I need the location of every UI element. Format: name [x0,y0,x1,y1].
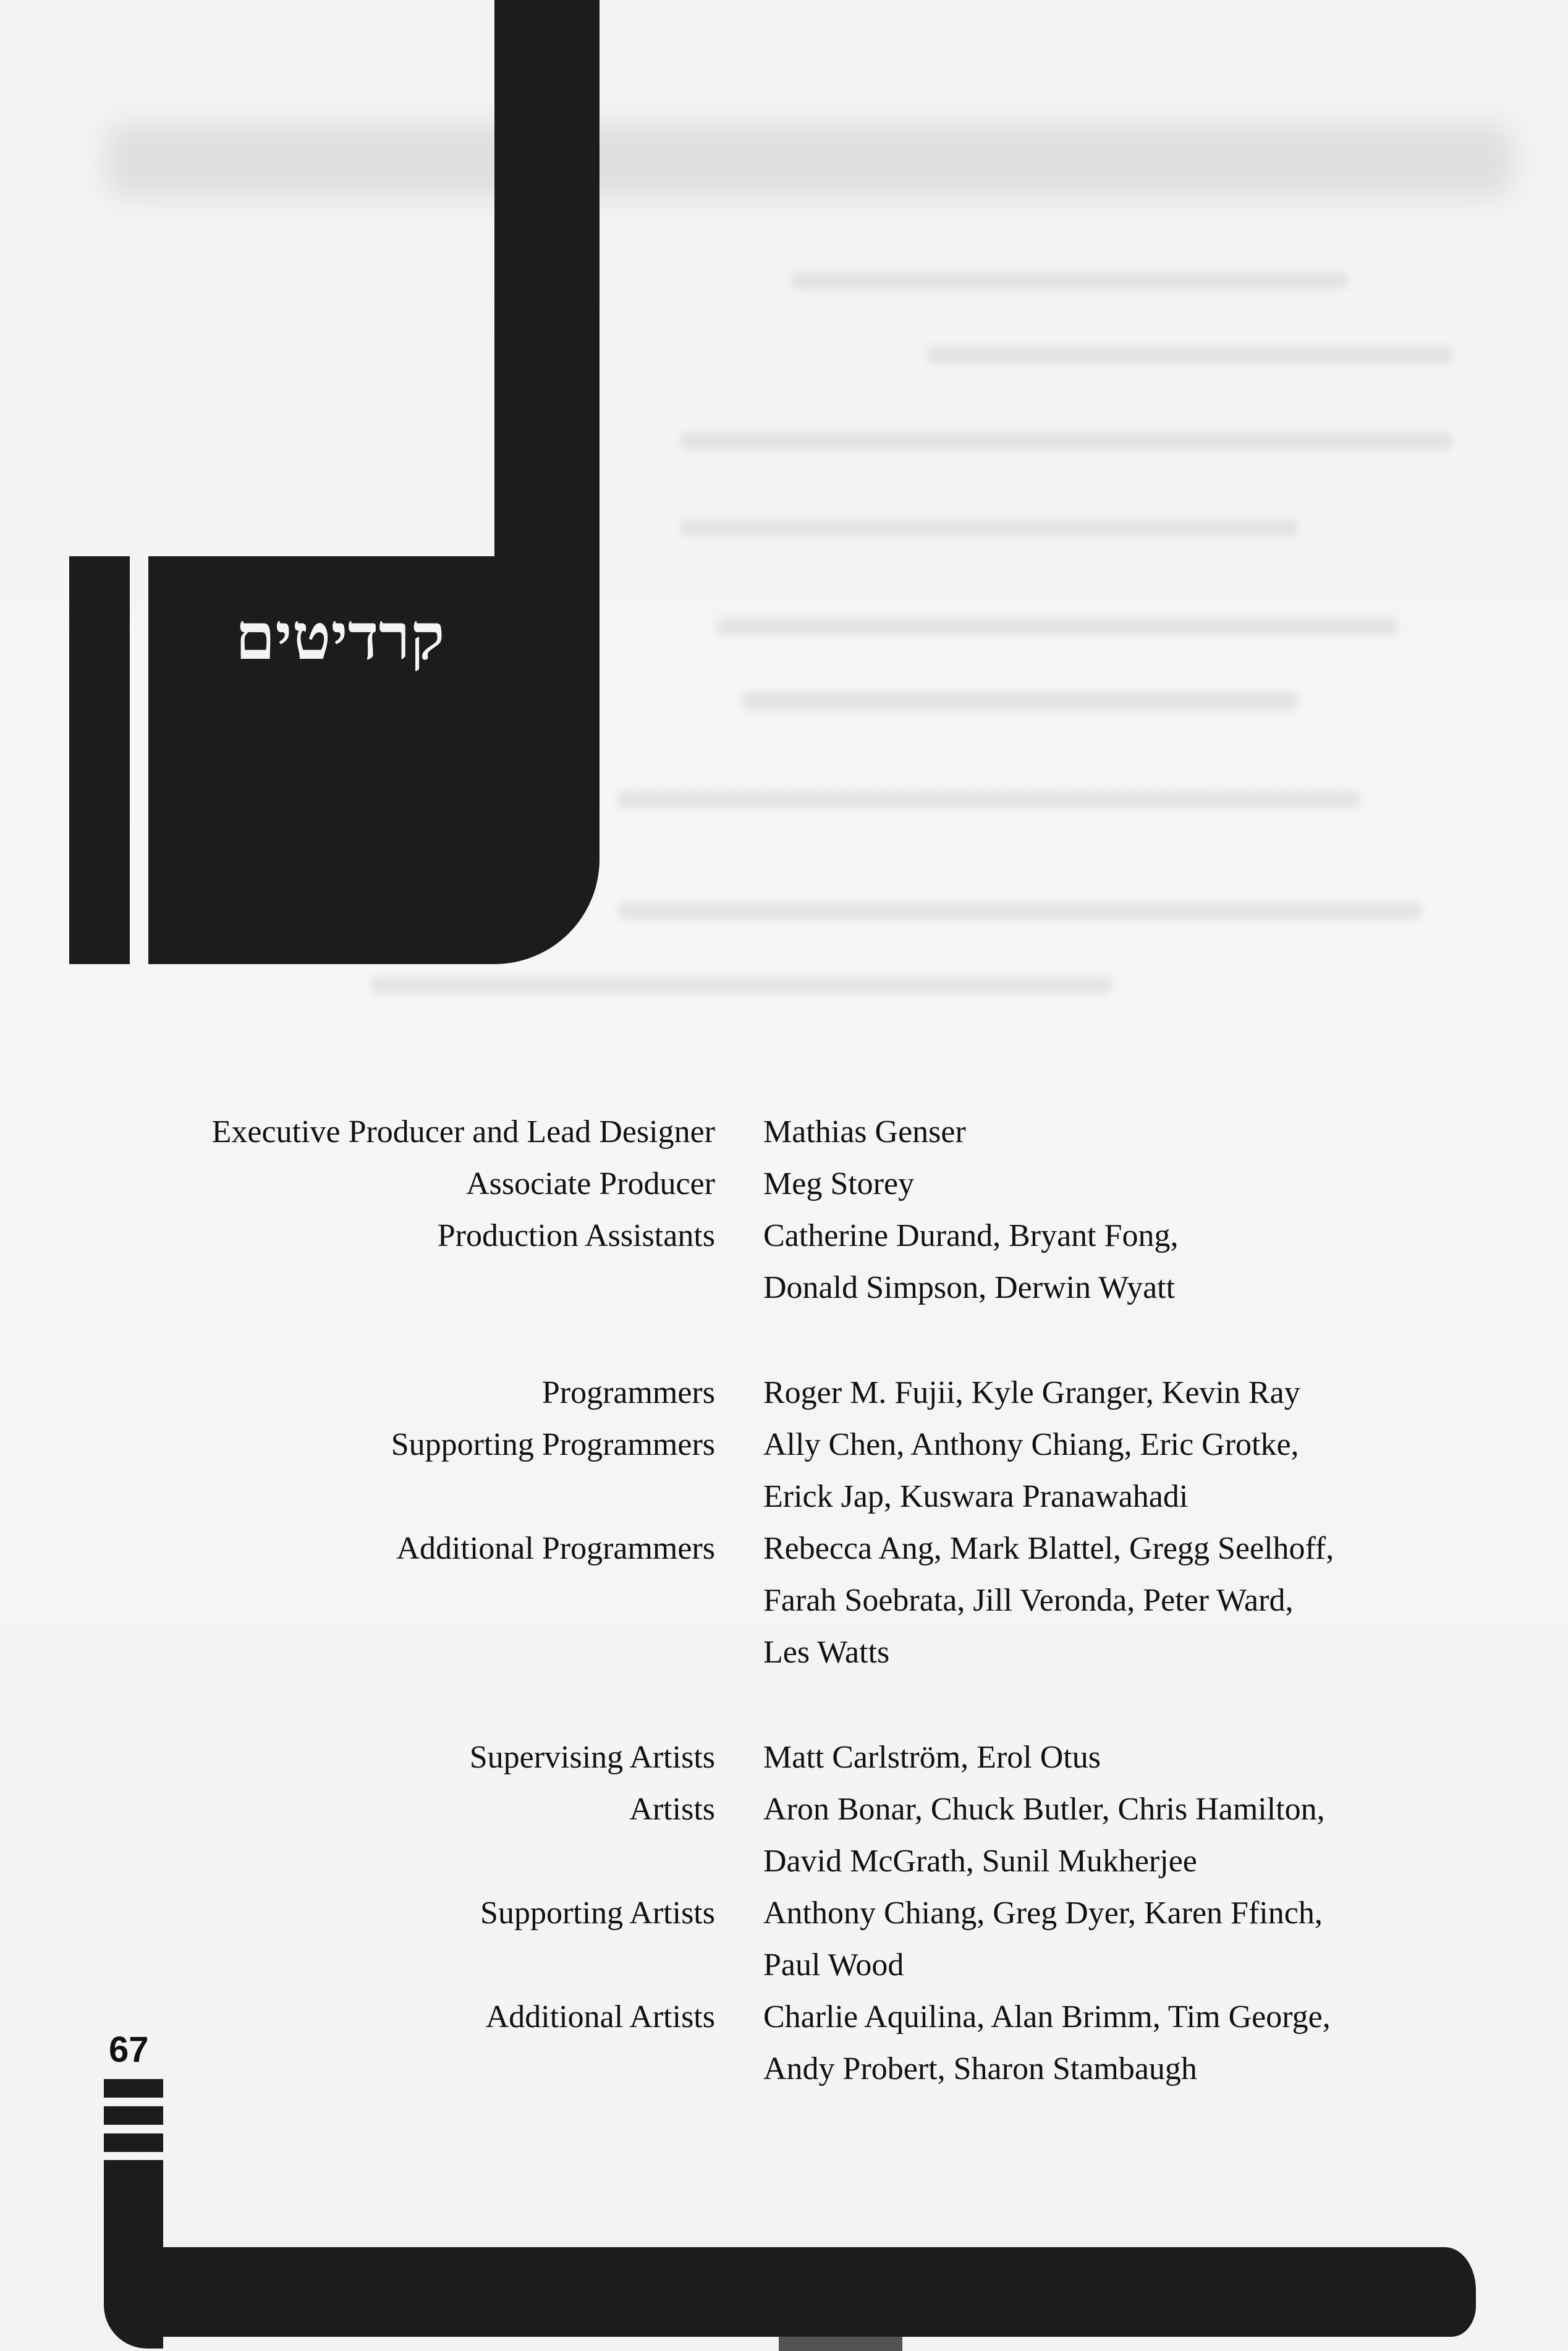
credit-names [763,1210,1406,1314]
credit-role: Executive Producer and Lead Designer [211,1114,715,1150]
credit-name-line: David McGrath, Sunil Mukherjee [763,1844,1197,1879]
credit-group [185,1367,1483,1679]
credit-row [185,1158,1483,1210]
credit-group [185,1106,1483,1314]
credit-name-line: Donald Simpson, Derwin Wyatt [763,1270,1176,1305]
credit-names [763,1784,1406,1887]
credit-row [185,1784,1483,1887]
credit-row [185,1732,1483,1784]
page-number: 67 [109,2030,149,2070]
credit-row [185,1106,1483,1158]
credit-names [763,1158,1406,1210]
credit-name-line: Roger M. Fujii, Kyle Granger, Kevin Ray [763,1375,1300,1410]
bleed-through-shadow [105,124,1514,198]
bleed-through-line [680,433,1452,450]
credit-names [763,1367,1406,1419]
credit-name-line: Rebecca Ang, Mark Blattel, Gregg Seelhoff, [763,1531,1334,1566]
credit-name-line: Ally Chen, Anthony Chiang, Eric Grotke, [763,1427,1299,1462]
decorative-frame-tail [779,2336,902,2351]
credit-name-line: Paul Wood [763,1947,904,1983]
credit-names [763,1106,1406,1158]
credits-list [185,1106,1483,2148]
decorative-stripe [104,2079,163,2098]
decorative-frame-bottom [104,2247,1476,2337]
bleed-through-line [791,272,1347,289]
bleed-through-line [717,618,1397,635]
credit-group [185,1732,1483,2095]
credit-name-line: Meg Storey [763,1166,915,1201]
bleed-through-line [618,791,1360,808]
credit-name-line: Charlie Aquilina, Alan Brimm, Tim George, [763,1999,1331,2035]
section-title: קרדיטים [235,598,445,674]
decorative-stripe [104,2106,163,2125]
credit-row [185,1991,1483,2095]
decorative-frame-left-bar [69,556,130,964]
bleed-through-line [927,346,1452,363]
bleed-through-line [742,692,1298,710]
credit-role: Production Assistants [437,1218,715,1253]
bleed-through-line [618,902,1422,920]
credit-row [185,1367,1483,1419]
credit-names [763,1991,1406,2095]
credit-role: Associate Producer [466,1166,715,1201]
credit-name-line: Erick Jap, Kuswara Pranawahadi [763,1479,1189,1514]
credit-role: Additional Artists [485,1999,715,2035]
credit-name-line: Aron Bonar, Chuck Butler, Chris Hamilton, [763,1792,1325,1827]
credit-name-line: Catherine Durand, Bryant Fong, [763,1218,1179,1253]
credit-row [185,1210,1483,1314]
credit-role: Programmers [541,1375,715,1410]
credit-names [763,1523,1406,1679]
credit-role: Supporting Artists [480,1896,715,1931]
credit-name-line: Les Watts [763,1635,890,1670]
credit-name-line: Anthony Chiang, Greg Dyer, Karen Ffinch, [763,1896,1323,1931]
credit-names [763,1732,1406,1784]
credit-role: Additional Programmers [396,1531,715,1566]
credit-name-line: Matt Carlström, Erol Otus [763,1740,1101,1775]
credit-name-line: Mathias Genser [763,1114,966,1150]
credit-row [185,1419,1483,1523]
credit-row [185,1887,1483,1991]
bleed-through-line [371,976,1112,994]
credit-role: Supervising Artists [469,1740,715,1775]
credit-role: Artists [629,1792,715,1827]
credit-role: Supporting Programmers [391,1427,715,1462]
credit-name-line: Farah Soebrata, Jill Veronda, Peter Ward, [763,1583,1294,1618]
credit-name-line: Andy Probert, Sharon Stambaugh [763,2051,1197,2086]
decorative-stripe [104,2133,163,2152]
bleed-through-line [680,519,1298,536]
credit-names [763,1419,1406,1523]
credit-row [185,1523,1483,1679]
credit-names [763,1887,1406,1991]
